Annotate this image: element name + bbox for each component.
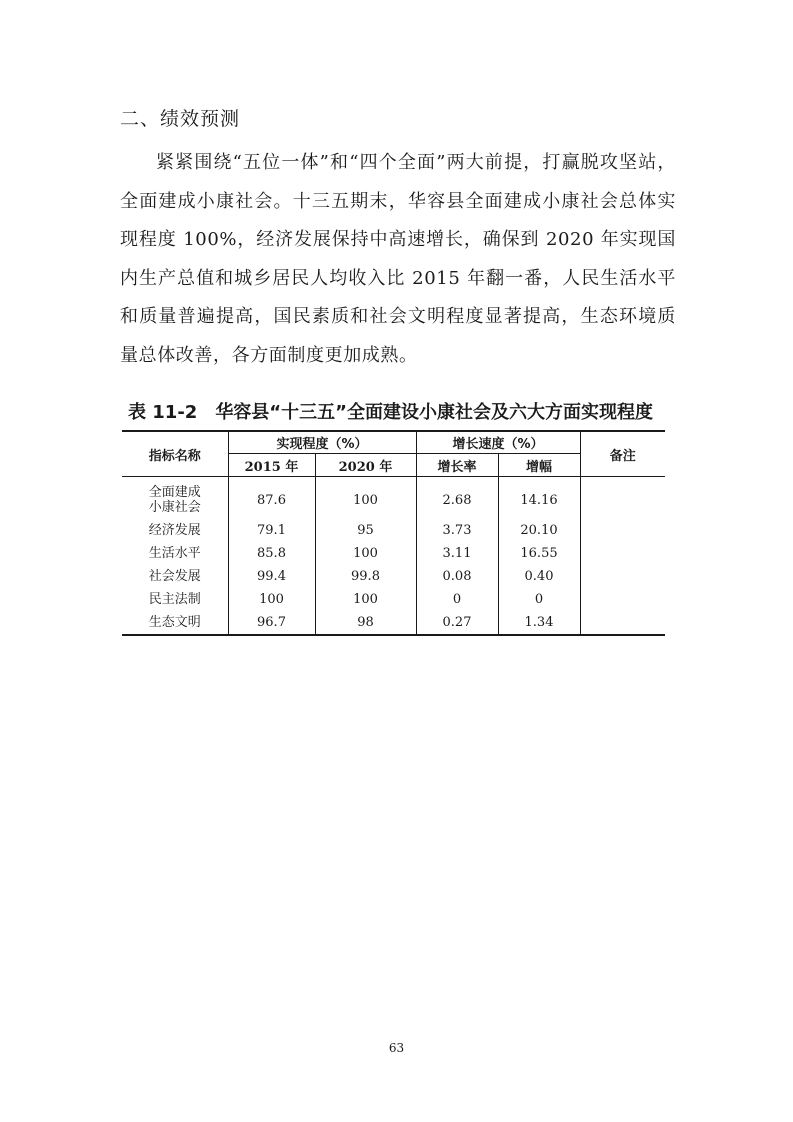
cell-growth-rate: 2.68 <box>416 477 498 520</box>
cell-value-2015: 100 <box>228 588 315 611</box>
cell-name: 民主法制 <box>122 588 228 611</box>
header-growth-rate: 增长率 <box>416 454 498 477</box>
header-indicator: 指标名称 <box>122 431 228 477</box>
cell-growth-rate: 3.11 <box>416 542 498 565</box>
header-increase: 增幅 <box>498 454 580 477</box>
cell-remark <box>580 477 665 520</box>
cell-value-2020: 100 <box>315 588 416 611</box>
table-caption <box>128 398 668 424</box>
header-realization-group: 实现程度（%） <box>228 431 416 454</box>
table-row <box>122 519 665 542</box>
section-heading: 二、绩效预测 <box>120 108 241 130</box>
table-body <box>122 477 665 636</box>
cell-name: 社会发展 <box>122 565 228 588</box>
header-year-2020: 2020 年 <box>315 454 416 477</box>
cell-remark <box>580 519 665 542</box>
table-row <box>122 588 665 611</box>
header-year-2015: 2015 年 <box>228 454 315 477</box>
cell-increase: 1.34 <box>498 611 580 635</box>
cell-increase: 20.10 <box>498 519 580 542</box>
table-header-row <box>122 431 665 454</box>
cell-value-2015: 87.6 <box>228 477 315 520</box>
cell-name: 生态文明 <box>122 611 228 635</box>
realization-table <box>122 430 665 636</box>
table-caption-title: 华容县“十三五”全面建设小康社会及六大方面实现程度 <box>215 402 653 423</box>
table-row <box>122 611 665 635</box>
cell-growth-rate: 0.27 <box>416 611 498 635</box>
cell-name: 经济发展 <box>122 519 228 542</box>
cell-growth-rate: 0.08 <box>416 565 498 588</box>
cell-value-2015: 99.4 <box>228 565 315 588</box>
table-row <box>122 477 665 520</box>
cell-growth-rate: 0 <box>416 588 498 611</box>
cell-name: 生活水平 <box>122 542 228 565</box>
body-paragraph: 紧紧围绕“五位一体”和“四个全面”两大前提，打赢脱攻坚站，全面建成小康社会。十三五期末，华容县全面建成小康社会总体实现程度 100%，经济发展保持中高速增长，确保到 2020 年实现国内生产总值和城乡居民人均收入比 2015 年翻一番，人民生活水平和质量普遍提高，国民素质和社会文明程度显著提高，生态环境质量总体改善，各方面制度更加成熟。 <box>120 152 676 366</box>
cell-value-2015: 96.7 <box>228 611 315 635</box>
cell-value-2020: 99.8 <box>315 565 416 588</box>
cell-growth-rate: 3.73 <box>416 519 498 542</box>
cell-value-2015: 85.8 <box>228 542 315 565</box>
cell-value-2020: 95 <box>315 519 416 542</box>
cell-remark <box>580 588 665 611</box>
cell-value-2015: 79.1 <box>228 519 315 542</box>
cell-remark <box>580 565 665 588</box>
cell-increase: 0.40 <box>498 565 580 588</box>
header-remarks: 备注 <box>580 431 665 477</box>
table-caption-number: 表 11-2 <box>128 402 198 423</box>
cell-increase: 0 <box>498 588 580 611</box>
header-growth-group: 增长速度（%） <box>416 431 580 454</box>
cell-remark <box>580 611 665 635</box>
cell-value-2020: 98 <box>315 611 416 635</box>
cell-remark <box>580 542 665 565</box>
table-row <box>122 565 665 588</box>
table-row <box>122 542 665 565</box>
cell-increase: 16.55 <box>498 542 580 565</box>
cell-value-2020: 100 <box>315 477 416 520</box>
cell-increase: 14.16 <box>498 477 580 520</box>
cell-name: 全面建成 小康社会 <box>122 477 228 520</box>
cell-value-2020: 100 <box>315 542 416 565</box>
page-number: 63 <box>388 1041 405 1055</box>
